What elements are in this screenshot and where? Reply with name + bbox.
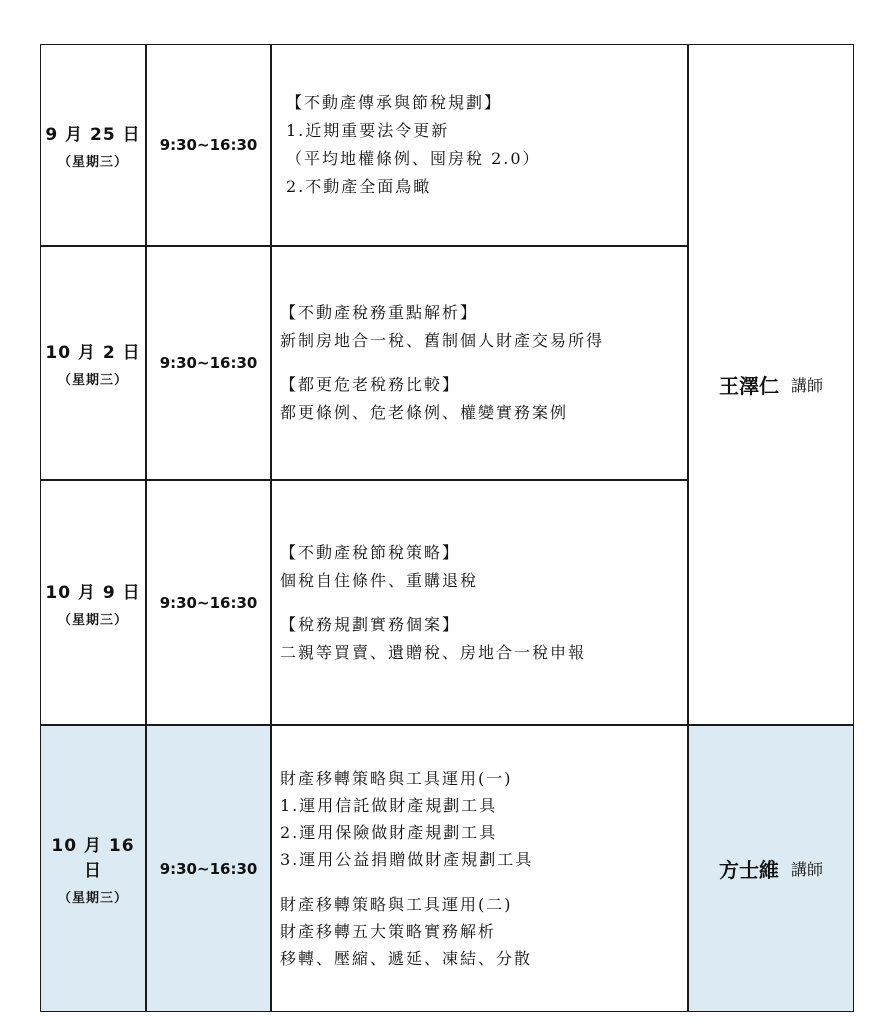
teacher-name: 方士維 (718, 858, 779, 882)
time-text: 9:30~16:30 (159, 354, 258, 372)
content-line: 【不動產傳承與節稅規劃】 (286, 93, 503, 112)
time-text: 9:30~16:30 (159, 136, 258, 154)
content-line: 財產移轉策略與工具運用(二) (280, 895, 513, 914)
content-cell (271, 480, 688, 725)
time-cell (146, 480, 271, 725)
date-cell (40, 44, 146, 246)
time-text: 9:30~16:30 (159, 859, 258, 878)
content-line: 個稅自住條件、重購退稅 (280, 570, 479, 590)
content-line: 2.運用保險做財產規劃工具 (280, 823, 498, 842)
teacher-title: 講師 (790, 376, 823, 395)
content-line: 財產移轉五大策略實務解析 (280, 922, 497, 941)
content-line: 移轉、壓縮、遞延、凍結、分散 (280, 949, 533, 968)
content-line: 1.運用信託做財產規劃工具 (280, 796, 498, 815)
content-cell (271, 44, 688, 246)
date-cell (40, 480, 146, 725)
schedule-table (40, 44, 854, 1012)
content-line: 【都更危老稅務比較】 (280, 375, 461, 394)
date-text: 10 月 16 日 (51, 836, 135, 881)
content-line: 3.運用公益捐贈做財產規劃工具 (280, 850, 534, 869)
teacher-name: 王澤仁 (718, 374, 779, 398)
content-line: 財產移轉策略與工具運用(一) (280, 769, 513, 788)
date-text: 10 月 9 日 (45, 582, 141, 603)
teacher-cell (688, 44, 854, 725)
content-line: 【稅務規劃實務個案】 (280, 614, 461, 634)
weekday-text: （星期三） (57, 373, 128, 388)
date-cell (40, 725, 146, 1012)
weekday-text: （星期三） (57, 891, 128, 906)
date-cell (40, 246, 146, 480)
weekday-text: （星期三） (57, 612, 128, 628)
time-cell (146, 725, 271, 1012)
time-text: 9:30~16:30 (159, 593, 258, 612)
content-line: 【不動產稅節稅策略】 (280, 542, 461, 562)
time-cell (146, 44, 271, 246)
content-line: 二親等買賣、遺贈稅、房地合一稅申報 (280, 642, 587, 662)
teacher-title: 講師 (790, 860, 823, 879)
content-line: 2.不動產全面鳥瞰 (286, 177, 432, 196)
time-cell (146, 246, 271, 480)
teacher-cell (688, 725, 854, 1012)
content-line: 都更條例、危老條例、權變實務案例 (280, 403, 569, 422)
weekday-text: （星期三） (57, 155, 128, 170)
date-text: 10 月 2 日 (45, 343, 141, 363)
content-cell (271, 246, 688, 480)
content-line: 新制房地合一稅、舊制個人財產交易所得 (280, 331, 605, 350)
content-line: （平均地權條例、囤房稅 2.0） (286, 149, 541, 168)
content-line: 【不動產稅務重點解析】 (280, 303, 479, 322)
content-cell (271, 725, 688, 1012)
date-text: 9 月 25 日 (45, 125, 141, 145)
content-line: 1.近期重要法令更新 (286, 121, 450, 140)
